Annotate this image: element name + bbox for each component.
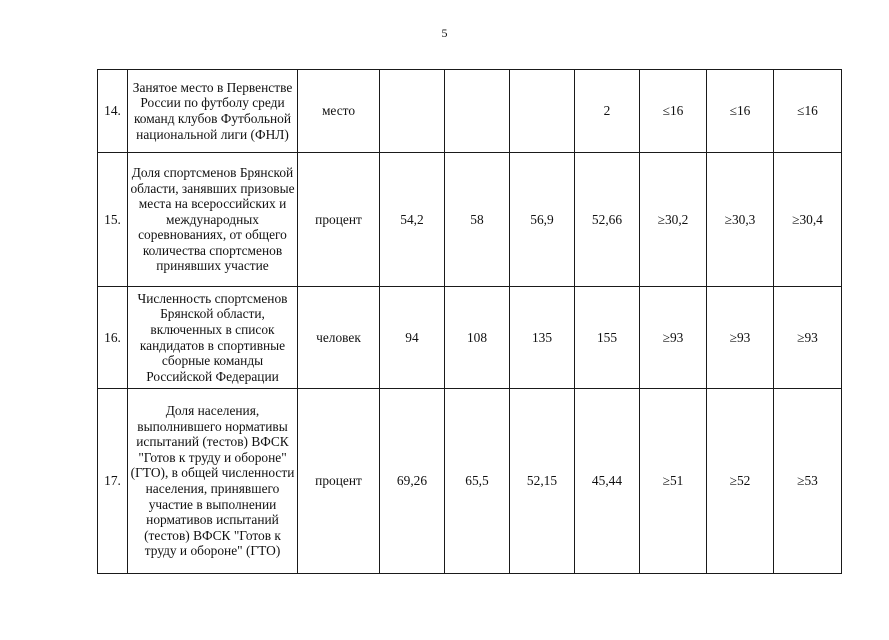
value-cell: ≥30,2 <box>640 153 707 287</box>
value-cell <box>445 70 510 153</box>
indicator-name: Доля спортсменов Брянской области, занявших призовые места на всероссийских и международных соревнованиях, от общего количества спортсменов принявших участие <box>128 153 298 287</box>
value-cell: ≥93 <box>640 287 707 389</box>
value-cell: ≥51 <box>640 389 707 574</box>
value-cell: 135 <box>510 287 575 389</box>
indicator-name: Занятое место в Первенстве России по футболу среди команд клубов Футбольной национальной лиги (ФНЛ) <box>128 70 298 153</box>
value-cell <box>510 70 575 153</box>
value-cell: ≤16 <box>774 70 842 153</box>
indicators-table <box>97 69 842 574</box>
value-cell: ≥30,4 <box>774 153 842 287</box>
value-cell: 108 <box>445 287 510 389</box>
unit-cell: процент <box>298 153 380 287</box>
value-cell: ≤16 <box>640 70 707 153</box>
value-cell: ≤16 <box>707 70 774 153</box>
value-cell: 54,2 <box>380 153 445 287</box>
value-cell: 94 <box>380 287 445 389</box>
page-number: 5 <box>441 26 448 40</box>
unit-cell: процент <box>298 389 380 574</box>
unit-cell: человек <box>298 287 380 389</box>
unit-cell: место <box>298 70 380 153</box>
row-number: 16. <box>98 287 128 389</box>
table-row <box>98 70 842 153</box>
value-cell: 155 <box>575 287 640 389</box>
table-row <box>98 287 842 389</box>
value-cell: 52,15 <box>510 389 575 574</box>
value-cell: ≥52 <box>707 389 774 574</box>
value-cell: 2 <box>575 70 640 153</box>
value-cell: ≥53 <box>774 389 842 574</box>
value-cell: 45,44 <box>575 389 640 574</box>
value-cell: 52,66 <box>575 153 640 287</box>
table-row <box>98 389 842 574</box>
value-cell: 65,5 <box>445 389 510 574</box>
value-cell: ≥93 <box>707 287 774 389</box>
value-cell: 56,9 <box>510 153 575 287</box>
indicator-name: Доля населения, выполнившего нормативы испытаний (тестов) ВФСК "Готов к труду и обороне" (ГТО), в общей численности населения, принявшего участие в выполнении нормативов испытаний (тестов) ВФСК "Готов к труду и обороне" (ГТО) <box>128 389 298 574</box>
row-number: 17. <box>98 389 128 574</box>
row-number: 15. <box>98 153 128 287</box>
value-cell: ≥30,3 <box>707 153 774 287</box>
value-cell <box>380 70 445 153</box>
value-cell: 69,26 <box>380 389 445 574</box>
indicator-name: Численность спортсменов Брянской области, включенных в список кандидатов в спортивные сборные команды Российской Федерации <box>128 287 298 389</box>
table-row <box>98 153 842 287</box>
row-number: 14. <box>98 70 128 153</box>
value-cell: ≥93 <box>774 287 842 389</box>
value-cell: 58 <box>445 153 510 287</box>
